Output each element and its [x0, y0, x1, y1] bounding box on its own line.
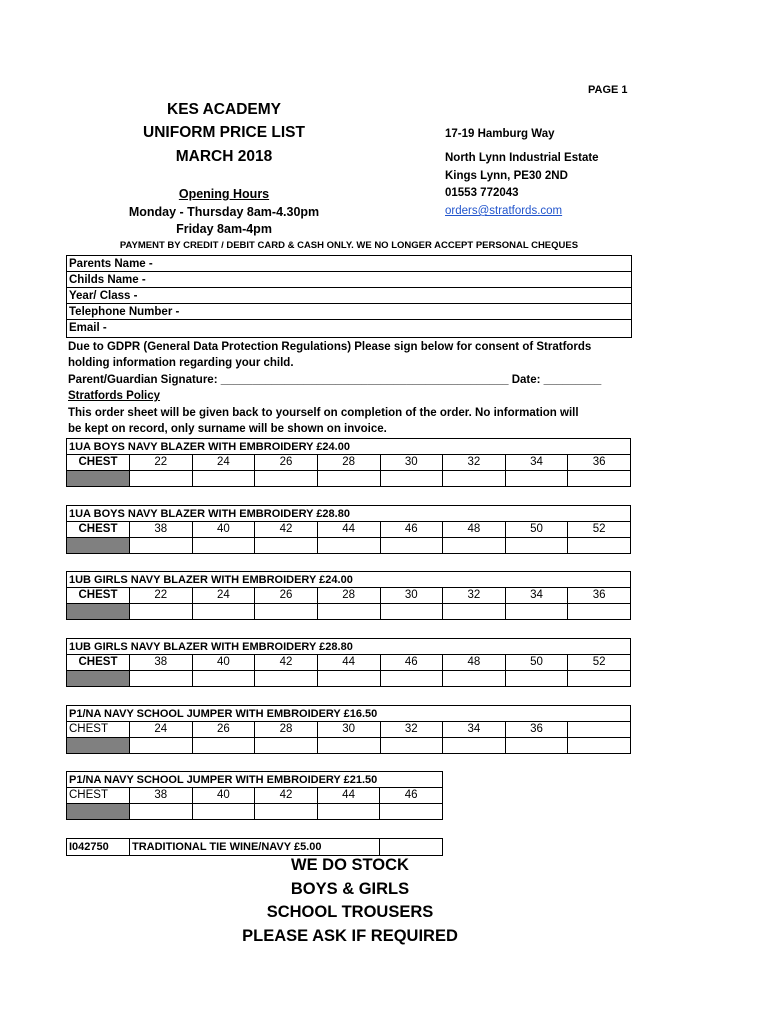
tie-quantity-input[interactable]	[380, 839, 443, 856]
shaded-cell	[67, 738, 130, 754]
quantity-input[interactable]	[568, 604, 631, 620]
parents-name-field[interactable]: Parents Name -	[67, 256, 631, 272]
customer-details-form	[66, 255, 632, 338]
quantity-input[interactable]	[130, 538, 193, 554]
item-boys-blazer-large	[66, 505, 631, 554]
size-cell: 42	[255, 788, 318, 804]
size-cell: 32	[443, 455, 506, 471]
size-cell: 32	[380, 722, 443, 738]
quantity-input[interactable]	[380, 804, 443, 820]
quantity-input[interactable]	[505, 738, 568, 754]
size-cell: 34	[443, 722, 506, 738]
size-cell: 42	[255, 522, 318, 538]
size-cell: 28	[255, 722, 318, 738]
item-boys-blazer-small	[66, 438, 631, 487]
price-list-date: MARCH 2018	[175, 148, 273, 165]
size-cell: 48	[443, 655, 506, 671]
shaded-cell	[67, 804, 130, 820]
size-cell: 38	[130, 522, 193, 538]
size-cell: 50	[505, 655, 568, 671]
size-cell: 28	[317, 455, 380, 471]
size-header-row	[67, 655, 631, 671]
size-cell: 26	[255, 455, 318, 471]
quantity-row	[67, 604, 631, 620]
quantity-input[interactable]	[568, 471, 631, 487]
item-girls-blazer-large	[66, 638, 631, 687]
size-cell: 24	[192, 455, 255, 471]
quantity-row	[67, 738, 631, 754]
size-cell: 30	[317, 722, 380, 738]
size-cell: 44	[317, 788, 380, 804]
size-cell: 22	[130, 455, 193, 471]
quantity-input[interactable]	[505, 671, 568, 687]
quantity-input[interactable]	[443, 538, 506, 554]
shaded-cell	[67, 671, 130, 687]
size-cell: 52	[568, 522, 631, 538]
quantity-row	[67, 538, 631, 554]
school-name: KES ACADEMY	[167, 101, 281, 118]
quantity-input[interactable]	[380, 738, 443, 754]
item-title: 1UA BOYS NAVY BLAZER WITH EMBROIDERY £28.80	[66, 505, 631, 521]
chest-label: CHEST	[67, 655, 130, 671]
size-cell: 34	[505, 588, 568, 604]
size-cell: 34	[505, 455, 568, 471]
payment-note: PAYMENT BY CREDIT / DEBIT CARD & CASH ONLY. WE NO LONGER ACCEPT PERSONAL CHEQUES	[119, 240, 579, 251]
quantity-input[interactable]	[380, 604, 443, 620]
quantity-input[interactable]	[317, 738, 380, 754]
size-cell: 46	[380, 522, 443, 538]
item-girls-blazer-small	[66, 571, 631, 620]
size-header-row	[67, 722, 631, 738]
item-title: 1UB GIRLS NAVY BLAZER WITH EMBROIDERY £28.80	[66, 638, 631, 654]
size-cell: 44	[317, 655, 380, 671]
size-cell: 38	[130, 788, 193, 804]
gdpr-text-line-2: holding information regarding your child.	[68, 357, 294, 369]
size-cell: 24	[192, 588, 255, 604]
tie-code: I042750	[67, 839, 130, 856]
price-list-title: UNIFORM PRICE LIST	[143, 124, 305, 141]
quantity-input[interactable]	[568, 738, 631, 754]
quantity-input[interactable]	[317, 604, 380, 620]
policy-text-line-2: be kept on record, only surname will be shown on invoice.	[68, 423, 387, 435]
quantity-input[interactable]	[505, 471, 568, 487]
item-title: 1UA BOYS NAVY BLAZER WITH EMBROIDERY £24.00	[66, 438, 631, 454]
page-number: PAGE 1	[588, 84, 628, 96]
stock-notice-line-1: WE DO STOCK	[291, 856, 409, 874]
stock-notice-line-4: PLEASE ASK IF REQUIRED	[242, 927, 458, 945]
size-cell: 40	[192, 788, 255, 804]
size-cell: 38	[130, 655, 193, 671]
address-line-3: Kings Lynn, PE30 2ND	[445, 170, 568, 182]
opening-hours-friday: Friday 8am-4pm	[176, 222, 272, 236]
shaded-cell	[67, 604, 130, 620]
chest-label: CHEST	[67, 722, 130, 738]
quantity-input[interactable]	[443, 738, 506, 754]
chest-label: CHEST	[67, 522, 130, 538]
quantity-input[interactable]	[130, 604, 193, 620]
policy-heading: Stratfords Policy	[68, 390, 161, 402]
childs-name-field[interactable]: Childs Name -	[67, 272, 631, 288]
quantity-input[interactable]	[317, 804, 380, 820]
size-cell: 32	[443, 588, 506, 604]
size-cell: 26	[192, 722, 255, 738]
shaded-cell	[67, 538, 130, 554]
address-line-2: North Lynn Industrial Estate	[445, 152, 599, 164]
size-cell: 46	[380, 655, 443, 671]
quantity-input[interactable]	[255, 671, 318, 687]
quantity-input[interactable]	[443, 471, 506, 487]
empty-cell	[568, 722, 631, 738]
chest-label: CHEST	[67, 588, 130, 604]
size-cell: 36	[505, 722, 568, 738]
quantity-input[interactable]	[255, 738, 318, 754]
quantity-input[interactable]	[380, 538, 443, 554]
size-cell: 48	[443, 522, 506, 538]
quantity-row	[67, 471, 631, 487]
size-cell: 50	[505, 522, 568, 538]
chest-label: CHEST	[67, 788, 130, 804]
chest-label: CHEST	[67, 455, 130, 471]
quantity-input[interactable]	[443, 671, 506, 687]
quantity-input[interactable]	[255, 471, 318, 487]
quantity-input[interactable]	[568, 538, 631, 554]
opening-hours-weekday: Monday - Thursday 8am-4.30pm	[128, 205, 320, 219]
quantity-input[interactable]	[255, 804, 318, 820]
size-cell: 40	[192, 522, 255, 538]
quantity-input[interactable]	[130, 471, 193, 487]
quantity-input[interactable]	[255, 604, 318, 620]
shaded-cell	[67, 471, 130, 487]
size-header-row	[67, 455, 631, 471]
size-cell: 44	[317, 522, 380, 538]
size-cell: 30	[380, 588, 443, 604]
quantity-input[interactable]	[192, 604, 255, 620]
size-cell: 46	[380, 788, 443, 804]
quantity-input[interactable]	[192, 671, 255, 687]
quantity-input[interactable]	[505, 538, 568, 554]
item-title: P1/NA NAVY SCHOOL JUMPER WITH EMBROIDERY £21.50	[66, 771, 443, 787]
quantity-input[interactable]	[568, 671, 631, 687]
quantity-input[interactable]	[192, 738, 255, 754]
tie-order-row	[66, 838, 443, 856]
address-line-1: 17-19 Hamburg Way	[445, 128, 555, 140]
size-cell: 28	[317, 588, 380, 604]
quantity-input[interactable]	[380, 471, 443, 487]
quantity-input[interactable]	[130, 804, 193, 820]
telephone-field[interactable]: Telephone Number -	[67, 304, 631, 320]
item-jumper-large	[66, 771, 443, 820]
quantity-input[interactable]	[255, 538, 318, 554]
quantity-input[interactable]	[317, 538, 380, 554]
item-jumper-small	[66, 705, 631, 754]
phone-number: 01553 772043	[445, 187, 519, 199]
quantity-input[interactable]	[130, 671, 193, 687]
size-cell: 42	[255, 655, 318, 671]
quantity-input[interactable]	[317, 671, 380, 687]
gdpr-text-line-1: Due to GDPR (General Data Protection Regulations) Please sign below for consent of Stratfords	[68, 341, 592, 353]
opening-hours-heading: Opening Hours	[178, 187, 270, 201]
size-cell: 36	[568, 588, 631, 604]
year-class-field[interactable]: Year/ Class -	[67, 288, 631, 304]
stock-notice-line-3: SCHOOL TROUSERS	[266, 903, 434, 921]
size-cell: 24	[130, 722, 193, 738]
quantity-input[interactable]	[317, 471, 380, 487]
quantity-input[interactable]	[192, 538, 255, 554]
stock-notice-line-2: BOYS & GIRLS	[290, 880, 410, 898]
quantity-input[interactable]	[192, 471, 255, 487]
quantity-input[interactable]	[505, 604, 568, 620]
quantity-input[interactable]	[443, 604, 506, 620]
size-cell: 52	[568, 655, 631, 671]
quantity-input[interactable]	[130, 738, 193, 754]
size-cell: 40	[192, 655, 255, 671]
size-header-row	[67, 788, 443, 804]
email-link[interactable]: orders@stratfords.com	[445, 205, 563, 217]
item-title: P1/NA NAVY SCHOOL JUMPER WITH EMBROIDERY £16.50	[66, 705, 631, 721]
email-field[interactable]: Email -	[69, 322, 107, 334]
size-header-row	[67, 588, 631, 604]
quantity-input[interactable]	[380, 671, 443, 687]
item-title: 1UB GIRLS NAVY BLAZER WITH EMBROIDERY £24.00	[66, 571, 631, 587]
size-header-row	[67, 522, 631, 538]
size-cell: 36	[568, 455, 631, 471]
signature-line[interactable]: Parent/Guardian Signature: _____________________________________________ Date: _________	[68, 374, 602, 386]
size-cell: 22	[130, 588, 193, 604]
policy-text-line-1: This order sheet will be given back to yourself on completion of the order. No information will	[68, 407, 579, 419]
size-cell: 26	[255, 588, 318, 604]
quantity-input[interactable]	[192, 804, 255, 820]
size-cell: 30	[380, 455, 443, 471]
quantity-row	[67, 671, 631, 687]
quantity-row	[67, 804, 443, 820]
tie-description: TRADITIONAL TIE WINE/NAVY £5.00	[130, 839, 380, 856]
